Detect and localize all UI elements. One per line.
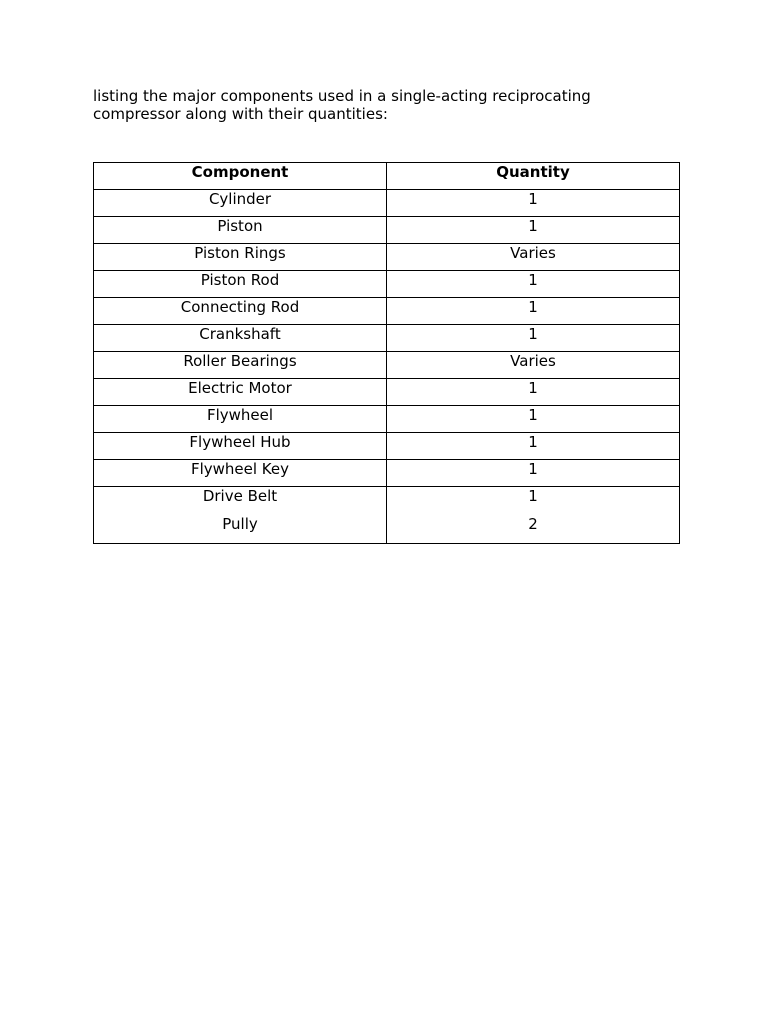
quantity-cell: 1 <box>387 190 680 217</box>
quantity-column-header: Quantity <box>387 163 680 190</box>
table-row <box>94 406 680 433</box>
quantity-line: 1 <box>528 487 538 505</box>
table-header-row <box>94 163 680 190</box>
table-row-multi <box>94 487 680 544</box>
quantity-cell: 1 <box>387 325 680 352</box>
quantity-cell: 1 <box>387 460 680 487</box>
table-row <box>94 352 680 379</box>
table-row <box>94 460 680 487</box>
component-cell: Crankshaft <box>94 325 387 352</box>
quantity-cell: 1 <box>387 298 680 325</box>
component-column-header: Component <box>94 163 387 190</box>
quantity-line: 2 <box>528 515 538 533</box>
table-row <box>94 325 680 352</box>
component-cell: Electric Motor <box>94 379 387 406</box>
table-row <box>94 379 680 406</box>
component-cell: Flywheel <box>94 406 387 433</box>
intro-paragraph: listing the major components used in a single-acting reciprocating compressor along with their quantities: <box>93 87 591 123</box>
quantity-cell: 1 <box>387 433 680 460</box>
quantity-cell: 1 <box>387 406 680 433</box>
component-cell: Piston Rings <box>94 244 387 271</box>
table-row <box>94 433 680 460</box>
table-row <box>94 271 680 298</box>
table-row <box>94 217 680 244</box>
component-cell: Roller Bearings <box>94 352 387 379</box>
component-cell: Flywheel Key <box>94 460 387 487</box>
component-cell: Connecting Rod <box>94 298 387 325</box>
component-line: Pully <box>222 515 258 533</box>
table-row <box>94 190 680 217</box>
quantity-cell-multi <box>387 487 680 544</box>
table-row <box>94 298 680 325</box>
component-cell: Piston Rod <box>94 271 387 298</box>
quantity-cell: 1 <box>387 379 680 406</box>
component-cell: Flywheel Hub <box>94 433 387 460</box>
components-table <box>93 162 680 544</box>
quantity-cell: 1 <box>387 217 680 244</box>
component-cell: Cylinder <box>94 190 387 217</box>
table-row <box>94 244 680 271</box>
quantity-cell: Varies <box>387 352 680 379</box>
quantity-cell: Varies <box>387 244 680 271</box>
component-cell: Piston <box>94 217 387 244</box>
component-line: Drive Belt <box>202 487 278 505</box>
component-cell-multi <box>94 487 387 544</box>
quantity-cell: 1 <box>387 271 680 298</box>
